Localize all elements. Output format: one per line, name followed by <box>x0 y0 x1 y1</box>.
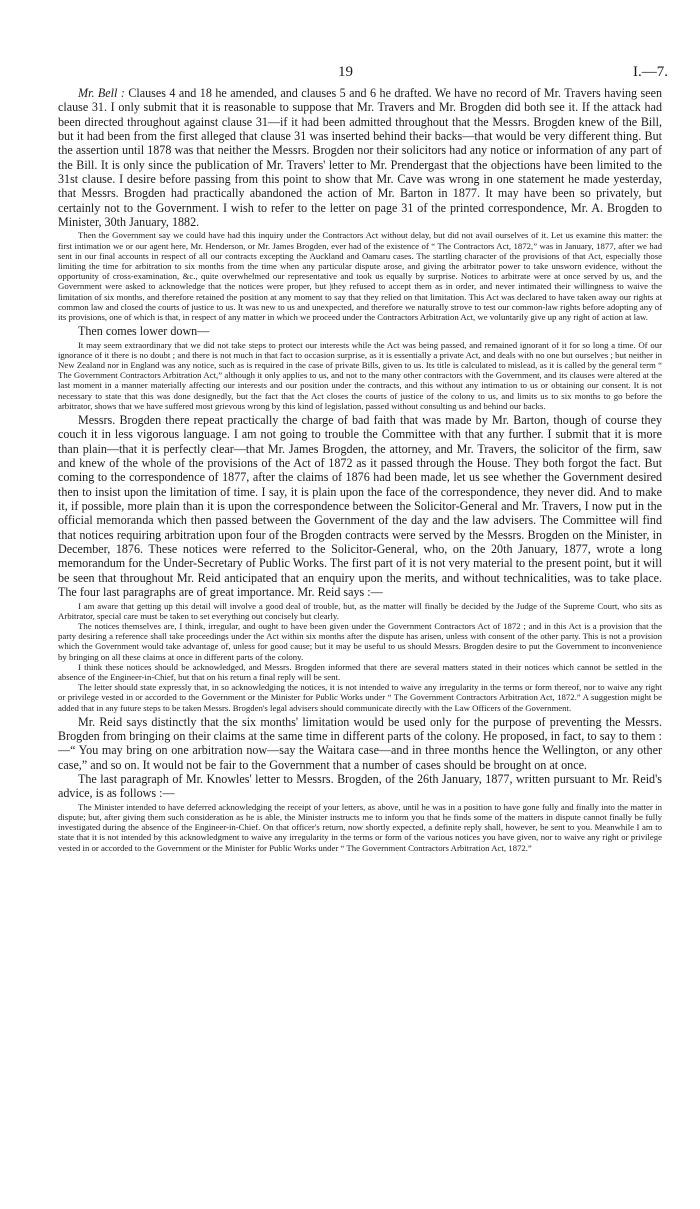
paragraph-bad-faith: Messrs. Brogden there repeat practically the charge of bad faith that was made by Mr. Barton, though of course they couch it in less vigorous language. I am not going to trouble the Committee with that any further. I submit that it is more than plain—that it is perfectly clear—that Mr. James Brogden, the attorney, and Mr. Travers, the solicitor of the firm, saw and knew of the whole of the provisions of the Act of 1872 as it passed through the House. They both forgot the fact. But coming to the correspondence of 1877, after the claims of 1876 had been made, let us see whether the Government desired then to insist upon the limitation of time. I say, it is plain upon the face of the correspondence, they never did. And to make it, if possible, more plain than it is upon the correspondence between the Solicitor-General and Mr. Travers, I now put in the official memoranda which then passed between the Government of the day and the law advisers. The Committee will find that notices requiring arbitration upon four of the Brogden contracts were served by the Messrs. Brogden on the Minister, in December, 1876. These notices were referred to the Solicitor-General, who, on the 20th January, 1877, wrote a long memorandum for the Under-Secretary of Public Works. The first part of it is not very material to the present point, but it will be seen that throughout Mr. Reid anticipated that an enquiry upon the merits, and without technicalities, was to take place. The four last paragraphs are of great importance. Mr. Reid says :— <box>58 413 662 600</box>
speaker-name: Mr. Bell : <box>78 86 125 100</box>
paragraph-bell-text: Clauses 4 and 18 he amended, and clauses 5 and 6 he drafted. We have no record of Mr. Travers having seen clause 31. I only submit that it is reasonable to suppose that Mr. Travers and Mr. Brogden did both see it. If the attack had been directed throughout against clause 31—if it had been admitted throughout that the Messrs. Brogden knew of the Bill, but it had been from the first alleged that clause 31 was inserted behind their backs—that would be very different thing. But the assertion until 1878 was that neither the Messrs. Brogden nor their solicitors had any notice or information of any part of the Bill. It is only since the publication of Mr. Travers' letter to Mr. Prendergast that the objections have been limited to the 31st clause. I desire before passing from this point to show that Mr. Cave was wrong in one statement he made yesterday, that Messrs. Brogden had practically abandoned the action of Mr. Barton in 1877. It may have been so privately, but certainly not to the Government. I wish to refer to the letter on page 31 of the printed correspondence, Mr. A. Brogden to Minister, 30th January, 1882. <box>58 86 662 230</box>
quote-knowles-letter: The Minister intended to have deferred acknowledging the receipt of your letters, as above, until he was in a position to have gone fully and finally into the matter in dispute; but, after giving them such consideration as he is able, the Minister instructs me to inform you that he finds some of the matters in dispute cannot finally be fully investigated during the absence of the Engineer-in-Chief. On that officer's return, now shortly expected, a definite reply shall, however, be sent to you. Meanwhile I am to state that it is not intended by this acknowledgment to waive any irregularity in the terms or form of the various notices you have given, nor to waive any right or privilege vested in or accorded to the Government or the Minister for Public Works under “ The Government Contractors Arbitration Act, 1872.” <box>58 801 662 853</box>
quote-brogden-letter-1: Then the Government say we could have had this inquiry under the Contractors Act without delay, but did not avail ourselves of it. Let us examine this matter: the first intimation we or our agent here, Mr. Henderson, or Mr. James Brogden, ever had of the existence of “ The Contractors Act, 1872,” was in January, 1877, after we had sent in our final accounts in respect of all our contracts excepting the Auckland and Oamaru cases. The startling character of the provisions of that Act, especially those limiting the time for arbitration to six months from the time when any particular dispute arose, and giving the arbitrator power to take unsworn evidence, without the opportunity of cross-examination, &c., quite overwhelmed our representative and took us equally by surprise. Notices to arbitrate were at once served by us, and the Government were asked to acknowledge that the notices were proper, but |they refused to accept them as in order, and never intimated their willingness to waive the limitation of six months, and therefore retained the position at any moment to say that they relied on that limitation. This Act was declared to have taken away our rights at common law and closed the courts of justice to us. It was new to us and unexpected, and therefore we naturally strove to test our common-law rights before adopting any of its provisions, one of which is that, in respect of any matter in which we proceed under the Contractors Arbitration Act, we voluntarily give up any right of action at law. <box>58 230 662 323</box>
page-header <box>58 0 668 86</box>
document-page <box>58 0 668 853</box>
section-number: I.—7. <box>633 64 668 80</box>
quote-reid-1: I am aware that getting up this detail will involve a good deal of trouble, but, as the matter will finally be decided by the Judge of the Supreme Court, who sits as Arbitrator, special care must be taken to set everything out concisely but clearly. <box>58 600 662 621</box>
page-number: 19 <box>338 64 353 80</box>
paragraph-bell <box>58 86 662 229</box>
quote-reid-3: I think these notices should be acknowledged, and Messrs. Brogden informed that there are several matters stated in their notices which cannot be settled in the absence of the Engineer-in-Chief, but that on his return a final reply will be sent. <box>58 661 662 682</box>
paragraph-reid-limitation: Mr. Reid says distinctly that the six months' limitation would be used only for the purpose of preventing the Messrs. Brogden from bringing on their claims at the same time in different parts of the colony. He proposed, in fact, to say to them :—“ You may bring on one arbitration now—say the Waitara case—and in three months hence the Wellington, or any other case,” and so on. It would not be fair to the Government that a number of cases should be brought on at once. <box>58 714 662 772</box>
quote-reid-4: The letter should state expressly that, in so acknowledging the notices, it is not intended to waive any irregularity in the terms or form thereof, nor to waive any right or privilege vested in or accorded to the Government or the Minister for Public Works under “ The Government Contractors Arbitration Act, 1872.” A suggestion might be added that in any future steps to be taken Messrs. Brogden's legal advisers should communicate directly with the Law Officers of the Government. <box>58 682 662 713</box>
quote-brogden-letter-2: It may seem extraordinary that we did not take steps to protect our interests while the Act was being passed, and remained ignorant of it for so long a time. Of our ignorance of it there is no doubt ; and there is not much in that fact to occasion surprise, as it is essentially a private Act, and deals with no one but ourselves ; but neither in New Zealand nor in England was any notice, such as is required in the case of private Bills, given to us. Its title is calculated to mislead, as it is called by the general term “ The Government Contractors Arbitration Act,” although it only applies to us, and not to the many other contractors with the Government, and its clauses were altered at the last moment in a manner materially affecting our interests and our position under the contracts, and this without any intimation to us or obtaining our consent. It is not necessary to state that this was done designedly, but the fact that the Act closes the courts of justice of the colony to us, and limits us to six months to go before the arbitrator, shows that we have suffered most grievous wrong by this kind of legislation, passed without consulting us and behind our backs. <box>58 339 662 411</box>
paragraph-knowles-letter: The last paragraph of Mr. Knowles' letter to Messrs. Brogden, of the 26th January, 1877, written pursuant to Mr. Reid's advice, is as follows :— <box>58 772 662 801</box>
paragraph-lower-down: Then comes lower down— <box>78 324 210 339</box>
quote-reid-2: The notices themselves are, I think, irregular, and ought to have been given under the Government Contractors Act of 1872 ; and in this Act is a provision that the party desiring a reference shall take proceedings under the Act within six months after the dispute has arisen, unless with consent of the other party. This is not a provision which the Government would take advantage of, unless for good cause; but it may be useful to us should Messrs. Brogden desire to put the Government to inconvenience by bringing on all these claims at once in different parts of the colony. <box>58 620 662 662</box>
